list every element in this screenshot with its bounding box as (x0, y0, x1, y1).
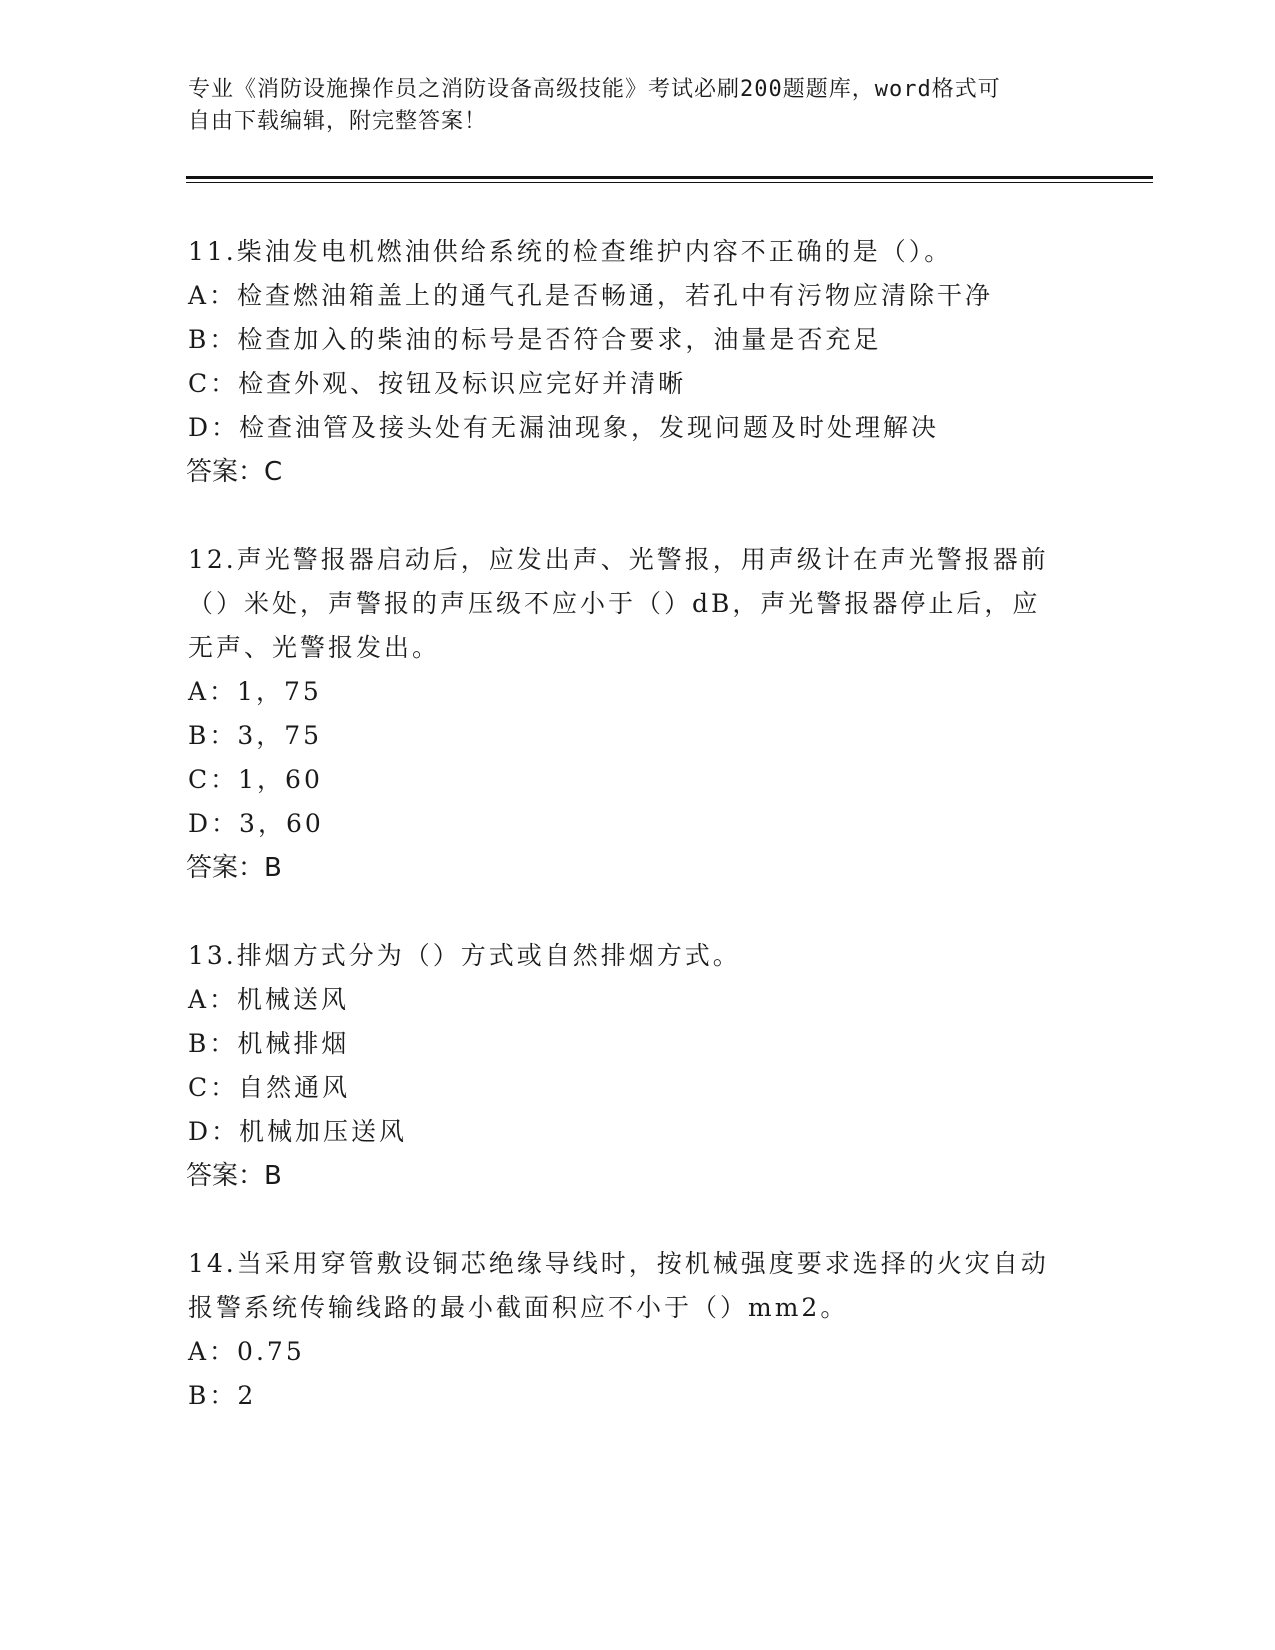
header-line: 自由下载编辑，附完整答案！ (188, 109, 488, 134)
question-12-option-d: D：3，60 (188, 809, 324, 838)
question-11-option-d: D：检查油管及接头处有无漏油现象，发现问题及时处理解决 (188, 413, 940, 442)
question-14-stem-line-1: 14.当采用穿管敷设铜芯绝缘导线时，按机械强度要求选择的火灾自动 (188, 1249, 1049, 1278)
question-12-answer: 答案：B (186, 853, 282, 883)
question-12-stem-line-3: 无声、光警报发出。 (188, 633, 441, 662)
question-11-option-b: B：检查加入的柴油的标号是否符合要求，油量是否充足 (188, 325, 882, 354)
question-11-stem: 11.柴油发电机燃油供给系统的检查维护内容不正确的是（）。 (188, 237, 953, 266)
document-header (188, 74, 1068, 138)
question-14-option-b: B：2 (188, 1381, 257, 1410)
question-13-option-c: C：自然通风 (188, 1073, 351, 1102)
header-divider-thick (186, 176, 1153, 179)
question-13-option-b: B：机械排烟 (188, 1029, 350, 1058)
question-11-option-c: C：检查外观、按钮及标识应完好并清晰 (188, 369, 687, 398)
question-12-option-a: A：1，75 (188, 677, 322, 706)
question-14-stem-line-2: 报警系统传输线路的最小截面积应不小于（）mm2。 (188, 1293, 849, 1322)
question-14-option-a: A：0.75 (188, 1337, 305, 1366)
question-12-stem-line-2: （）米处，声警报的声压级不应小于（）dB，声光警报器停止后，应 (188, 589, 1041, 618)
question-12-stem-line-1: 12.声光警报器启动后，应发出声、光警报，用声级计在声光警报器前 (188, 545, 1049, 574)
header-line: 专业《消防设施操作员之消防设备高级技能》考试必刷200题题库，word格式可 (188, 77, 1001, 102)
question-13-stem: 13.排烟方式分为（）方式或自然排烟方式。 (188, 941, 741, 970)
question-13-option-a: A：机械送风 (188, 985, 350, 1014)
question-13-option-d: D：机械加压送风 (188, 1117, 408, 1146)
question-11-option-a: A：检查燃油箱盖上的通气孔是否畅通，若孔中有污物应清除干净 (188, 281, 994, 310)
question-13-answer: 答案：B (186, 1161, 282, 1191)
header-divider-thin (186, 182, 1153, 183)
question-12-option-c: C：1，60 (188, 765, 323, 794)
question-12-option-b: B：3，75 (188, 721, 323, 750)
question-11-answer: 答案：C (186, 457, 283, 487)
